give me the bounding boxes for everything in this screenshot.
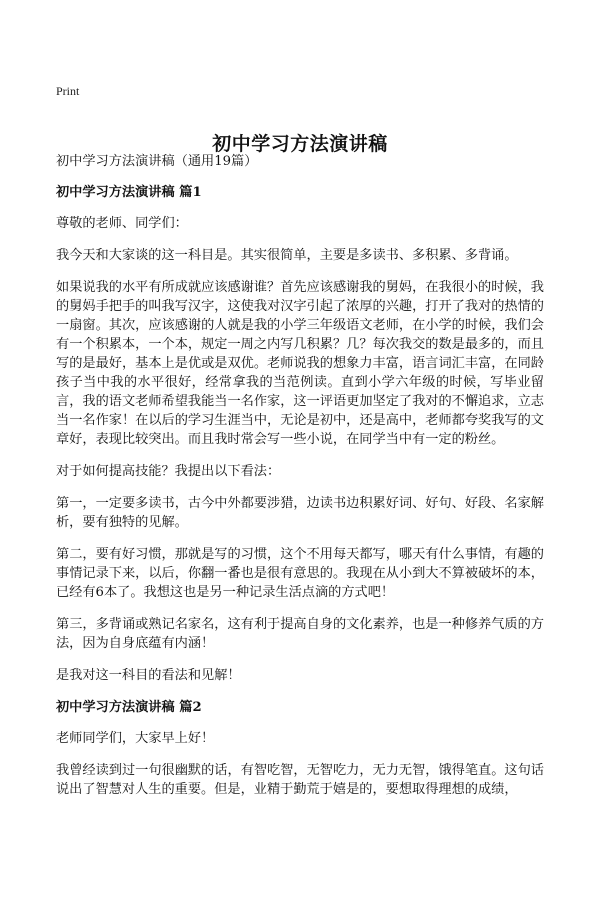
document-body [56,152,544,812]
paragraph: 第二，要有好习惯，那就是写的习惯，这个不用每天都写，哪天有什么事情，有趣的事情记录下来，以后，你翻一番也是很有意思的。我现在从小到大不算被破坏的本，已经有6本了。我想这也是另一种记录生活点滴的方式吧！ [56,547,544,600]
document-title: 初中学习方法演讲稿 [212,132,388,155]
section-heading-2: 初中学习方法演讲稿 篇2 [56,700,202,715]
paragraph: 老师同学们，大家早上好！ [56,731,215,746]
paragraph: 对于如何提高技能？我提出以下看法： [56,464,281,479]
paragraph: 如果说我的水平有所成就应该感谢谁？首先应该感谢我的舅妈，在我很小的时候，我的舅妈手把手的叫我写汉字，这使我对汉字引起了浓厚的兴趣，打开了我对的热情的一扇窗。其次，应该感谢的人就是我的小学三年级语文老师，在小学的时候，我们会有一个积累本，一个本，规定一周之内写几积累？几？每次我交的数是最多的，而且写的是最好，基本上是优或是双优。老师说我的想象力丰富，语言词汇丰富，在同龄孩子当中我的水平很好，经常拿我的当范例读。直到小学六年级的时候，写毕业留言，我的语文老师希望我能当一名作家，这一评语更加坚定了我对的不懈追求，立志当一名作家！在以后的学习生涯当中，无论是初中，还是高中，老师都夸奖我写的文章好，表现比较突出。而且我时常会写一些小说，在同学当中有一定的粉丝。 [56,280,544,447]
paragraph: 我曾经读到过一句很幽默的话，有智吃智，无智吃力，无力无智，饿得笔直。这句话说出了智慧对人生的重要。但是，业精于勤荒于嬉是的，要想取得理想的成绩， [56,763,544,797]
section-heading-1: 初中学习方法演讲稿 篇1 [56,185,202,200]
paragraph: 第一，一定要多读书，古今中外都要涉猎，边读书边积累好词、好句、好段、名家解析，要有独特的见解。 [56,496,544,530]
document-subtitle: 初中学习方法演讲稿（通用19篇） [56,154,258,169]
paragraph: 尊敬的老师、同学们： [56,216,188,231]
paragraph: 是我对这一科目的看法和见解！ [56,668,241,683]
paragraph: 第三，多背诵或熟记名家名，这有利于提高自身的文化素养，也是一种修养气质的方法，因为自身底蕴有内涵！ [56,617,544,651]
paragraph: 我今天和大家谈的这一科目是。其实很简单，主要是多读书、多积累、多背诵。 [56,248,518,263]
print-label[interactable]: Print [56,84,80,98]
